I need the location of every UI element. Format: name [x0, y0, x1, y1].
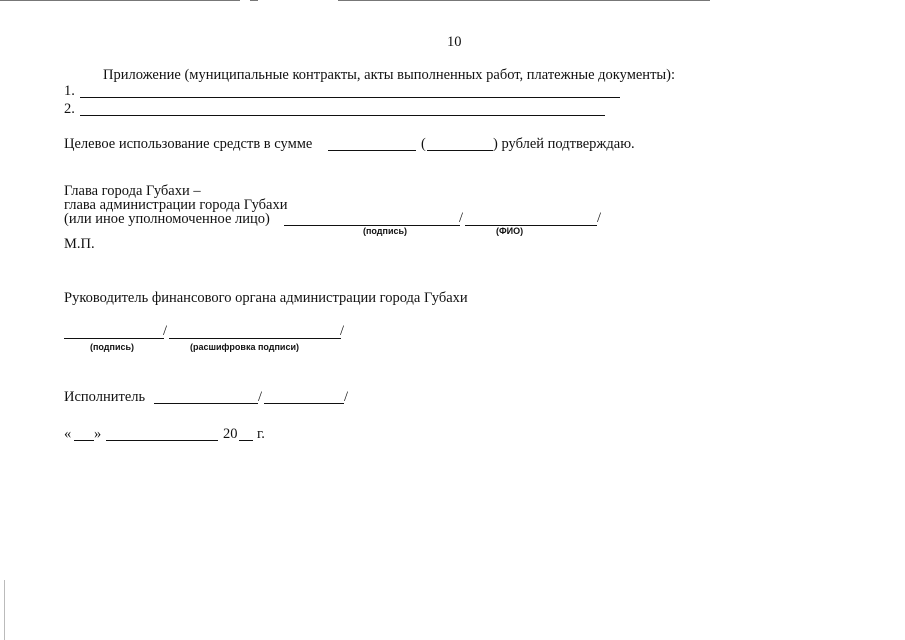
purpose-lead: Целевое использование средств в сумме — [64, 136, 313, 152]
purpose-tail: ) рублей подтверждаю. — [493, 136, 635, 152]
head-signature-caption: (подпись) — [363, 226, 408, 236]
appendix-item-1-number: 1. — [64, 83, 75, 99]
date-open-quote: « — [64, 426, 72, 442]
scan-artifact-line — [338, 0, 710, 1]
page-number: 10 — [447, 34, 462, 50]
head-title-line-2: глава администрации города Губахи — [64, 197, 288, 213]
appendix-item-2-line — [80, 115, 605, 116]
finance-decoding-caption: (расшифровка подписи) — [190, 342, 299, 352]
head-title-line-3: (или иное уполномоченное лицо) — [64, 211, 270, 227]
amount-words-blank — [427, 150, 493, 151]
appendix-item-2-number: 2. — [64, 101, 75, 117]
finance-signature-caption: (подпись) — [90, 342, 135, 352]
executor-signature-line — [154, 403, 258, 404]
scan-artifact-line — [0, 0, 240, 1]
finance-head-title: Руководитель финансового органа администрации города Губахи — [64, 290, 468, 306]
amount-blank — [328, 150, 416, 151]
executor-label: Исполнитель — [64, 389, 146, 405]
scan-artifact-edge — [4, 580, 5, 640]
date-month-blank — [106, 440, 218, 441]
date-year-blank — [239, 440, 253, 441]
finance-decoding-line — [169, 338, 341, 339]
head-separator: / — [597, 210, 602, 226]
finance-separator: / — [340, 323, 345, 339]
head-fio-line — [465, 225, 597, 226]
date-close-quote: » — [94, 426, 102, 442]
finance-separator: / — [163, 323, 168, 339]
date-day-blank — [74, 440, 94, 441]
scan-artifact-line — [250, 0, 258, 1]
appendix-title: Приложение (муниципальные контракты, акты выполненных работ, платежные документы): — [103, 67, 676, 83]
appendix-item-1-line — [80, 97, 620, 98]
executor-separator: / — [344, 389, 349, 405]
executor-separator: / — [258, 389, 263, 405]
date-year-suffix: г. — [257, 426, 265, 442]
amount-words-open-paren: ( — [421, 136, 426, 152]
stamp-placeholder: М.П. — [64, 236, 95, 252]
head-fio-caption: (ФИО) — [496, 226, 524, 236]
date-year-prefix: 20 — [223, 426, 238, 442]
head-separator: / — [459, 210, 464, 226]
head-title-line-1: Глава города Губахи – — [64, 183, 201, 199]
finance-signature-line — [64, 338, 164, 339]
executor-name-line — [264, 403, 344, 404]
